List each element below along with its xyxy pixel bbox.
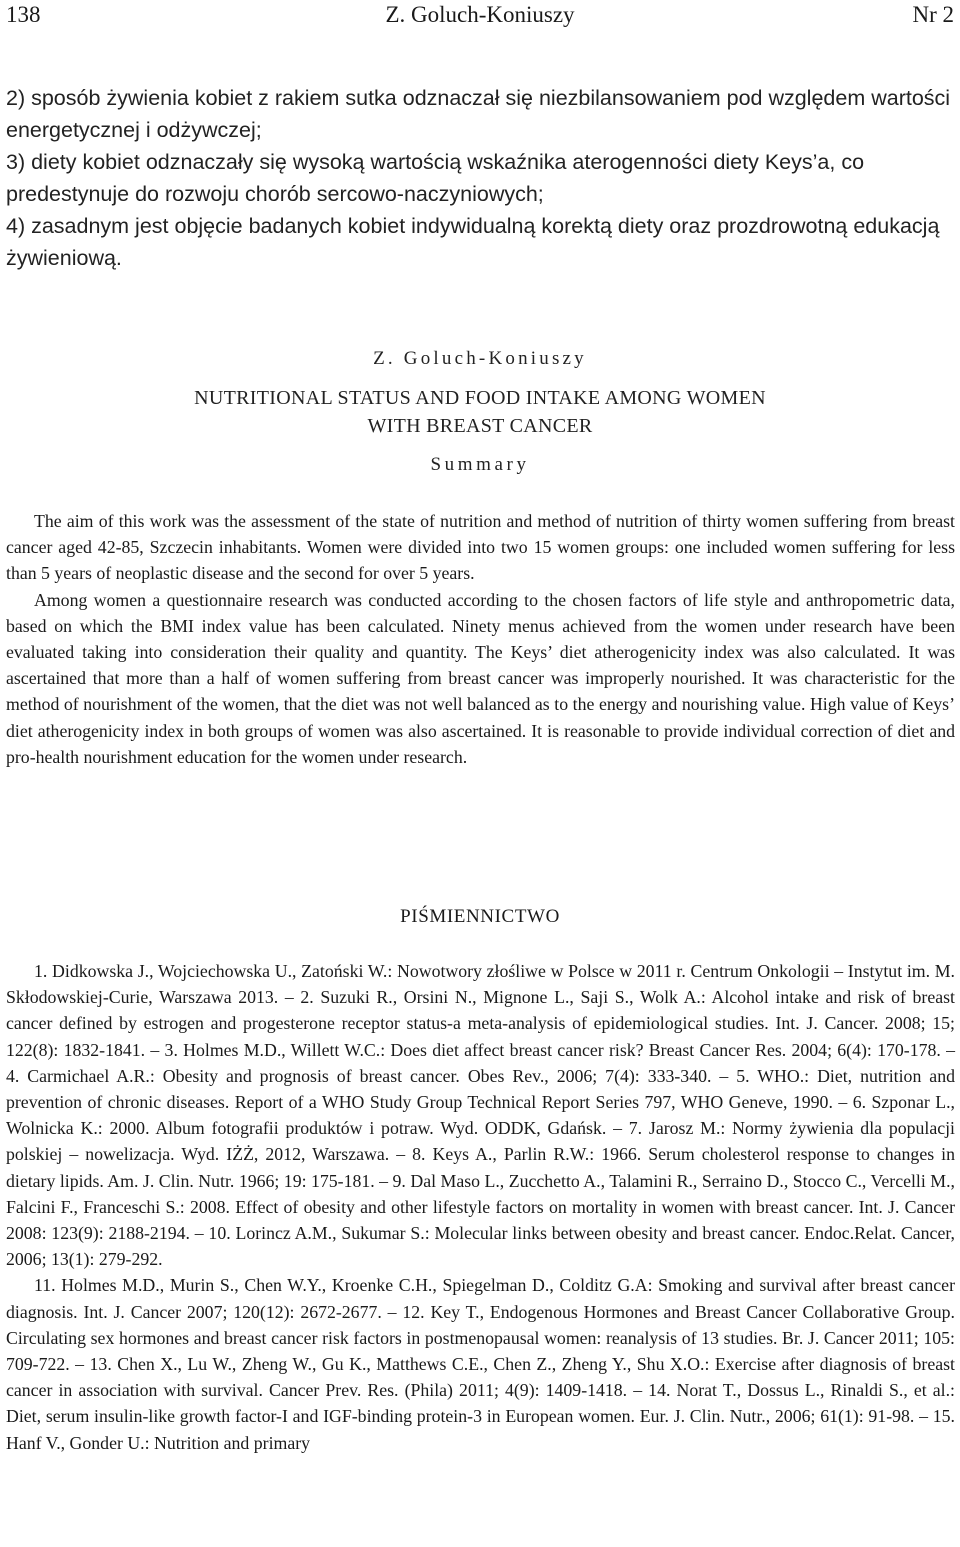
conclusion-item: 4) zasadnym jest objęcie badanych kobiet indywidualną korektą diety oraz prozdrowotną edukacją żywieniową. — [6, 214, 940, 270]
abstract-author: Z. Goluch-Koniuszy — [373, 348, 587, 369]
references-list — [6, 958, 955, 1456]
reference-paragraph: 11. Holmes M.D., Murin S., Chen W.Y., Kroenke C.H., Spiegelman D., Colditz G.A: Smoking and survival after breast cancer diagnosis. Int. J. Cancer 2007; 120(12): 2672-2677. – 12. Key T., Endogenous Hormones and Breast Cancer Collaborative Group. Circulating sex hormones and breast cancer risk factors in postmenopausal women: reanalysis of 13 studies. Br. J. Cancer 2011; 105: 709-722. – 13. Chen X., Lu W., Zheng W., Gu K., Matthews C.E., Chen Z., Zheng Y., Shu X.O.: Exercise after diagnosis of breast cancer in association with survival. Cancer Prev. Res. (Phila) 2011; 4(9): 1409-1418. – 14. Norat T., Dossus L., Rinaldi S., et al.: Diet, serum insulin-like growth factor-I and IGF-binding protein-3 in European women. Eur. J. Clin. Nutr., 2006; 61(1): 91-98. – 15. Hanf V., Gonder U.: Nutrition and primary — [6, 1275, 955, 1453]
abstract-title-line-2: WITH BREAST CANCER — [367, 415, 593, 437]
summary-body — [6, 508, 955, 770]
summary-paragraph: The aim of this work was the assessment of the state of nutrition and method of nutrition of thirty women suffering from breast cancer aged 42-85, Szczecin inhabitants. Women were divided into two 15 women groups: one included women suffering for less than 5 years of neoplastic disease and the second for over 5 years. — [6, 511, 955, 584]
page-number: 138 — [6, 2, 41, 27]
conclusion-item: 3) diety kobiet odznaczały się wysoką wartością wskaźnika aterogenności diety Keys’a, co predestynuje do rozwoju chorób sercowo-naczyniowych; — [6, 150, 865, 206]
summary-paragraph: Among women a questionnaire research was conducted according to the chosen factors of life style and anthropometric data, based on which the BMI index value has been calculated. Ninety menus achieved from the women under research have been evaluated taking into consideration their quality and quantity. The Keys’ diet atherogenicity index was also calculated. It was ascertained that more than a half of women suffering from breast cancer was improperly nourished. It was characteristic for the method of nourishment of the women, that the diet was not well balanced as to the energy and nourishing value. High value of Keys’ diet atherogenicity index in both groups of women was also ascertained. It is reasonable to provide individual correction of diet and pro-health nourishment education for the women under research. — [6, 589, 955, 767]
page-header — [6, 2, 954, 34]
summary-heading: Summary — [430, 454, 530, 475]
abstract-title — [0, 384, 960, 440]
abstract-title-line-1: NUTRITIONAL STATUS AND FOOD INTAKE AMONG WOMEN — [194, 387, 766, 409]
references-heading: PIŚMIENNICTWO — [400, 906, 560, 927]
reference-paragraph: 1. Didkowska J., Wojciechowska U., Zatoński W.: Nowotwory złośliwe w Polsce w 2011 r. Centrum Onkologii – Instytut im. M. Skłodowskiej-Curie, Warszawa 2013. – 2. Suzuki R., Orsini N., Mignone L., Saji S., Wolk A.: Alcohol intake and risk of breast cancer defined by estrogen and progesterone receptor status-a meta-analysis of epidemiological studies. Int. J. Cancer. 2008; 15; 122(8): 1832-1841. – 3. Holmes M.D., Willett W.C.: Does diet affect breast cancer risk? Breast Cancer Res. 2004; 6(4): 170-178. – 4. Carmichael A.R.: Obesity and prognosis of breast cancer. Obes Rev., 2006; 7(4): 333-340. – 5. WHO.: Diet, nutrition and prevention of chronic diseases. Report of a WHO Study Group Technical Report Series 797, WHO Geneve, 1990. – 6. Szponar L., Wolnicka K.: 2000. Album fotografii produktów i potraw. Wyd. ODDK, Gdańsk. – 7. Jarosz M.: Normy żywienia dla populacji polskiej – nowelizacja. Wyd. IŻŻ, 2012, Warszawa. – 8. Keys A., Parlin R.W.: 1966. Serum cholesterol response to changes in dietary lipids. Am. J. Clin. Nutr. 1966; 19: 175-181. – 9. Dal Maso L., Zucchetto A., Talamini R., Serraino D., Stocco C., Vercelli M., Falcini F., Franceschi S.: 2008. Effect of obesity and other lifestyle factors on mortality in women with breast cancer. Int. J. Cancer 2008: 123(9): 2188-2194. – 10. Lorincz A.M., Sukumar S.: Molecular links between obesity and breast cancer. Endoc.Relat. Cancer, 2006; 13(1): 279-292. — [6, 961, 955, 1270]
issue-number: Nr 2 — [912, 2, 954, 27]
english-abstract-header — [0, 348, 960, 476]
conclusion-item: 2) sposób żywienia kobiet z rakiem sutka odznaczał się niezbilansowaniem pod względem wartości energetycznej i odżywczej; — [6, 86, 951, 142]
running-head: Z. Goluch-Koniuszy — [385, 2, 575, 27]
conclusions-list — [6, 82, 956, 274]
